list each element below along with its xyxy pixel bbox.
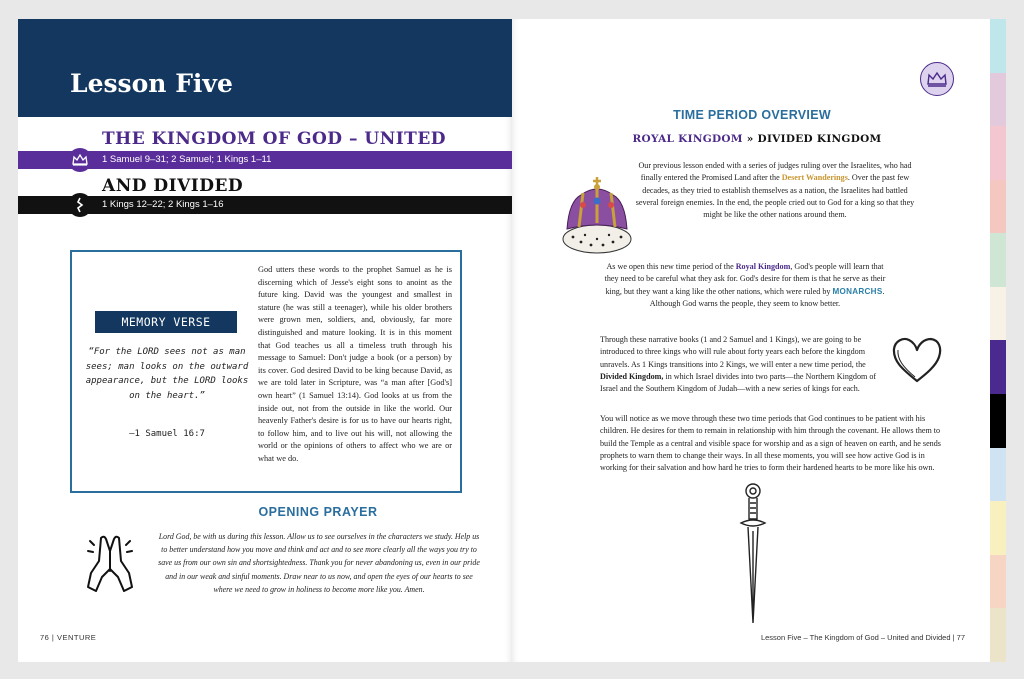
royal-kingdom-highlight: Royal Kingdom <box>735 262 791 271</box>
tab-9 <box>990 448 1006 502</box>
page-number-right: Lesson Five – The Kingdom of God – United and Divided | 77 <box>760 633 965 642</box>
desert-wanderings-highlight: Desert Wanderings <box>781 173 848 183</box>
dagger-icon <box>738 481 768 629</box>
paragraph-2-text-a: As we open this new time period of the <box>606 262 736 271</box>
subtitle-separator: » <box>742 133 758 145</box>
left-page <box>18 19 512 662</box>
tab-12 <box>990 608 1006 662</box>
right-page <box>512 19 990 662</box>
memory-verse-label: MEMORY VERSE <box>95 311 237 333</box>
lesson-header <box>18 19 512 117</box>
paragraph-1 <box>630 160 920 221</box>
tab-3 <box>990 126 1006 180</box>
tab-8 <box>990 394 1006 448</box>
paragraph-4: You will notice as we move through these two time periods that God continues to be patient with his children. He desires for them to remain in relationship with him through the covenant. He allows them to build the Temple as a central and visible space for worship and as a sign of heaven on earth, and he sends prophets to warn them to change their ways. In all these moments, you will see how active God is in working for their salvation and how hard he tries to form their hardened hearts to be more like his own. <box>600 414 941 473</box>
memory-verse-text: “For the LORD sees not as man sees; man looks on the outward appearance, but the LORD looks on the heart.” <box>85 347 249 401</box>
paragraph-2-text-b: , God's people will learn that they need to be careful what they ask for. God's desire for them is that he serve as their king, but they want a king like the other nations, which were ruled by <box>604 262 886 296</box>
paragraph-1-text-b: . Over the past few decades, as they tried to establish themselves as a nation, the Israelites had battled several foreign enemies. In the end, the people cried out to God for a king so that they might be like the other nations around them. <box>635 173 915 220</box>
royal-kingdom-label: ROYAL KINGDOM <box>632 133 743 145</box>
scripture-refs-united: 1 Samuel 9–31; 2 Samuel; 1 Kings 1–11 <box>18 151 512 169</box>
crown-badge-icon <box>920 62 954 96</box>
page-number-left: 76 | VENTURE <box>40 633 97 642</box>
tab-7 <box>990 340 1006 394</box>
tab-10 <box>990 501 1006 555</box>
paragraph-3-text-a: Through these narrative books (1 and 2 Samuel and 1 Kings), we are going to be introduced to three kings who will rule about forty years each before the kingdom unravels. As 1 Kings transitions into 2 Kings, we will enter a new time period, the <box>600 335 866 369</box>
paragraph-2 <box>600 261 890 310</box>
tab-2 <box>990 73 1006 127</box>
paragraph-2-text-c: . Although God warns the people, they seem to know better. <box>649 286 885 308</box>
memory-verse-reference: —1 Samuel 16:7 <box>129 429 205 439</box>
divided-kingdom-highlight: Divided Kingdom, <box>600 371 664 381</box>
memory-verse-commentary: God utters these words to the prophet Samuel as he is discerning which of Jesse's eight sons to anoint as the future king. David was the youngest and smallest in stature (he was still a teenager), while his older brothers were grown men, soldiers, and, obviously, far more distinguished and mature looking. It is in this moment that God teaches us all a timeless truth through his message to Samuel: Don't judge a book (or a person) by its cover. God desired David to be king because David, as we are told later in Scripture, was “a man after [God's] own heart” (1 Samuel 13:14). God looks at us from the inside out, not from the outside in like the world. Our heavenly Father's desire is for us to have our hearts right, to follow him, and to live out his will, not allowing the world or the opinions of others to affect who we are or what we do. <box>258 265 452 463</box>
time-period-subtitle <box>612 133 902 145</box>
prayer-hands-icon <box>82 531 138 601</box>
memory-verse-box <box>70 250 462 493</box>
tab-11 <box>990 555 1006 609</box>
tab-5 <box>990 233 1006 287</box>
heart-icon <box>888 331 946 389</box>
divided-kingdom-label: DIVIDED KINGDOM <box>757 133 882 145</box>
paragraph-3-text-b: in which Israel divides into two parts—the Northern Kingdom of Israel and the Southern Kingdom of Judah—with a new series of kings for each. <box>600 371 877 394</box>
crown-image <box>557 167 637 265</box>
scripture-refs-divided: 1 Kings 12–22; 2 Kings 1–16 <box>18 196 512 214</box>
paragraph-1-text-a: Our previous lesson ended with a series of judges ruling over the Israelites, who had finally entered the Promised Land after the <box>638 161 912 183</box>
crown-icon <box>68 148 92 172</box>
monarchs-highlight: MONARCHS <box>832 286 883 296</box>
heading-divided: AND DIVIDED <box>102 176 244 196</box>
lesson-title: Lesson Five <box>70 69 233 98</box>
tab-4 <box>990 180 1006 234</box>
opening-prayer-text: Lord God, be with us during this lesson. Allow us to see ourselves in the characters we study. Help us to better understand how you move and think and act and to see more clearly all the ways you try to save us from our own sin and shortsightedness. Thank you for never abandoning us, even in our pride and in our weak and sinful moments. Draw near to us now, and open the eyes of our hearts to see where we need to grow in holiness to become more like you. Amen. <box>158 532 480 594</box>
heading-kingdom-united: THE KINGDOM OF GOD – UNITED <box>102 129 447 149</box>
paragraph-3 <box>600 334 885 395</box>
broken-icon <box>68 193 92 217</box>
color-tabs <box>990 19 1006 662</box>
tab-6 <box>990 287 1006 341</box>
tab-1 <box>990 19 1006 73</box>
time-period-title: TIME PERIOD OVERVIEW <box>673 108 831 122</box>
opening-prayer-title: OPENING PRAYER <box>258 505 378 519</box>
